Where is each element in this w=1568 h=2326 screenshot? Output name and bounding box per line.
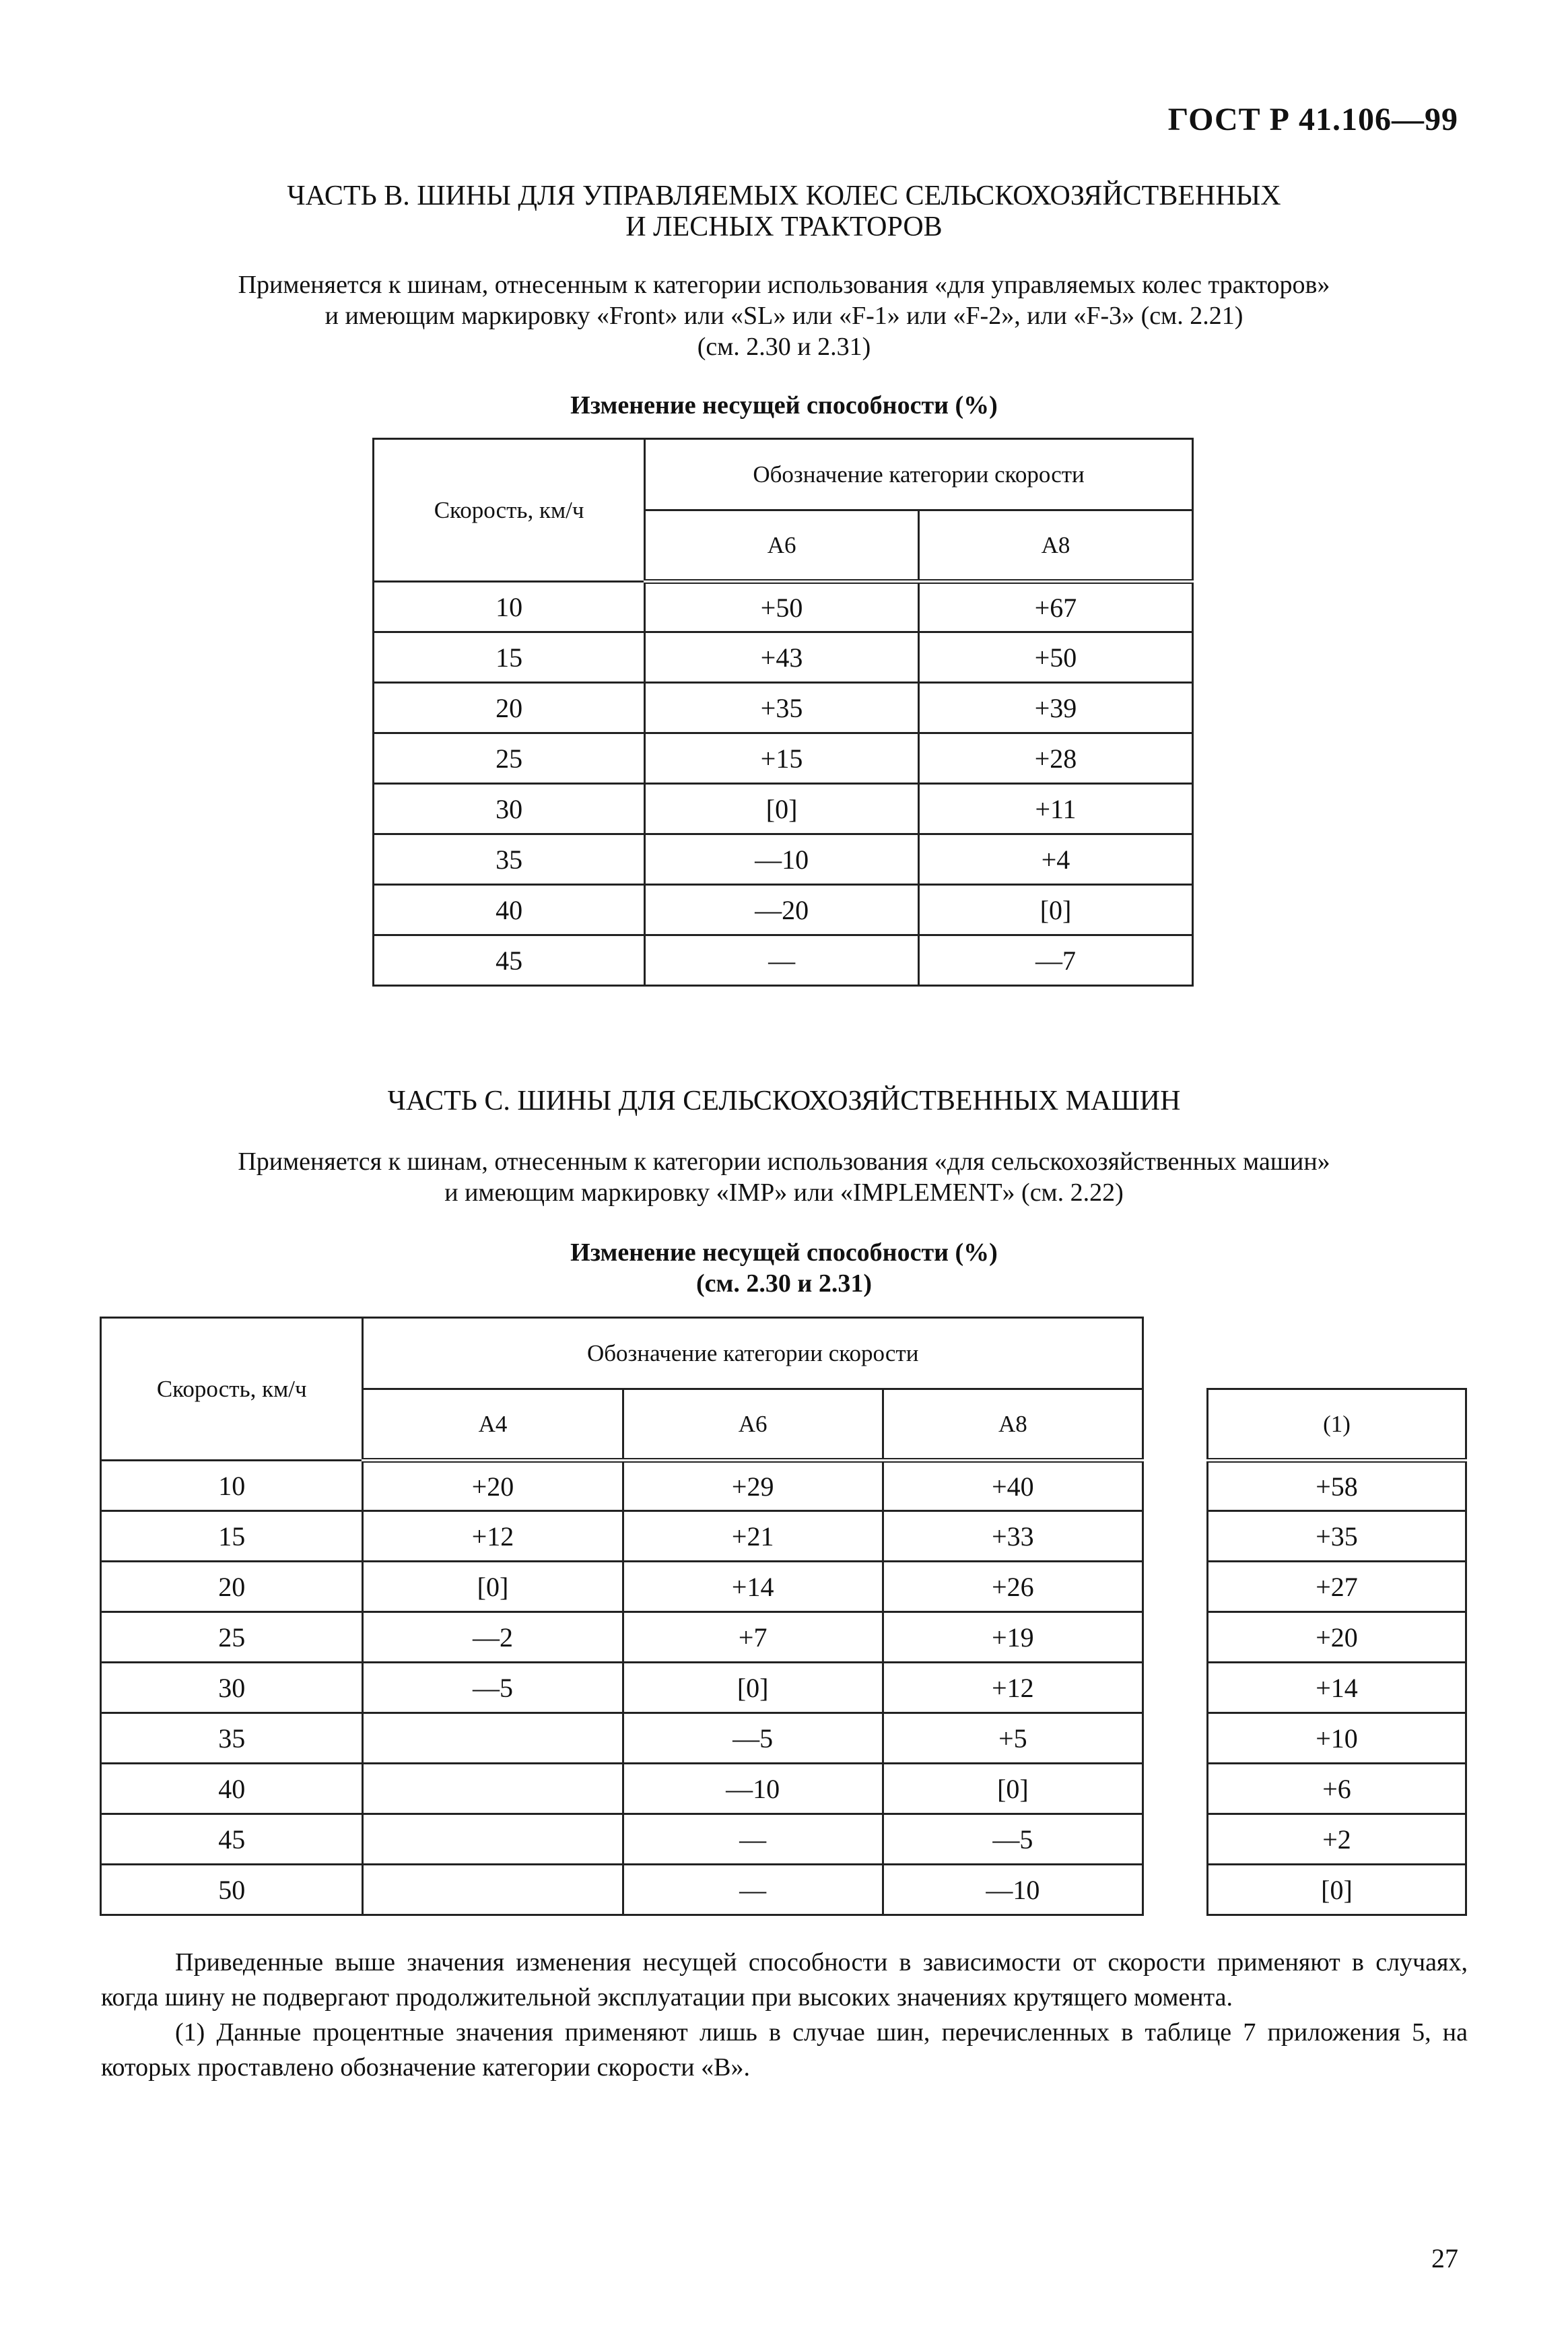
table-row [101,1562,1143,1612]
footnote-paragraph-2: (1) Данные процентные значения применяют лишь в случае шин, перечисленных в таблице 7 приложения 5, на которых проставлено обозначение категории скорости «В». [101,2018,1468,2082]
column-header-a6: А6 [623,1389,883,1461]
speed-cell: 30 [101,1663,363,1713]
value-cell: +35 [645,683,919,733]
value-cell: —5 [363,1663,623,1713]
value-cell: [0] [363,1562,623,1612]
value-cell: +58 [1208,1461,1466,1511]
part-c-title: ЧАСТЬ С. ШИНЫ ДЛЯ СЕЛЬСКОХОЗЯЙСТВЕННЫХ МАШИН [387,1086,1181,1117]
value-cell: —20 [645,885,919,935]
table-row [1208,1663,1466,1713]
speed-cell: 35 [374,834,645,885]
part-c-table-caption-line2: (см. 2.30 и 2.31) [696,1269,872,1298]
value-cell: +14 [1208,1663,1466,1713]
speed-cell: 10 [101,1461,363,1511]
value-cell: +4 [919,834,1193,885]
part-b-table [372,438,1194,987]
value-cell: +20 [363,1461,623,1511]
value-cell: +33 [883,1511,1143,1562]
value-cell: [0] [919,885,1193,935]
column-header-a6: А6 [645,510,919,582]
value-cell [363,1865,623,1915]
footnote [101,1945,1468,2085]
value-cell: +12 [883,1663,1143,1713]
part-c-table [100,1317,1144,1916]
part-b-table-caption: Изменение несущей способности (%) [570,391,998,420]
document-code: ГОСТ Р 41.106—99 [1167,102,1458,137]
value-cell [363,1764,623,1814]
page-number: 27 [1431,2243,1458,2273]
table-row [101,1612,1143,1663]
value-cell: +5 [883,1713,1143,1764]
table-row [101,1764,1143,1814]
value-cell: +7 [623,1612,883,1663]
value-cell: +50 [919,632,1193,683]
column-header-footnote-1: (1) [1208,1389,1466,1461]
table-row [1208,1814,1466,1865]
part-c-intro-line1: Применяется к шинам, отнесенным к категории использования «для сельскохозяйственных машин» [238,1148,1330,1176]
table-row [374,683,1193,733]
value-cell: — [623,1865,883,1915]
table-row [374,582,1193,632]
value-cell: +27 [1208,1562,1466,1612]
value-cell: +20 [1208,1612,1466,1663]
value-cell: —5 [883,1814,1143,1865]
value-cell: +10 [1208,1713,1466,1764]
speed-cell: 25 [374,733,645,784]
table-row [374,885,1193,935]
table-row [374,632,1193,683]
table-row [374,784,1193,834]
category-header: Обозначение категории скорости [645,439,1193,510]
table-row [101,1461,1143,1511]
value-cell: +67 [919,582,1193,632]
value-cell: +11 [919,784,1193,834]
value-cell: +26 [883,1562,1143,1612]
column-header-a8: А8 [883,1389,1143,1461]
table-row [101,1814,1143,1865]
speed-cell: 25 [101,1612,363,1663]
value-cell: —5 [623,1713,883,1764]
value-cell: [0] [623,1663,883,1713]
speed-header: Скорость, км/ч [101,1318,363,1461]
speed-cell: 20 [374,683,645,733]
value-cell: +50 [645,582,919,632]
value-cell: [0] [645,784,919,834]
part-b-title-line2: И ЛЕСНЫХ ТРАКТОРОВ [625,211,943,242]
value-cell: +35 [1208,1511,1466,1562]
table-row [1208,1562,1466,1612]
table-row [1208,1764,1466,1814]
speed-cell: 15 [374,632,645,683]
part-b-intro-line1: Применяется к шинам, отнесенным к категории использования «для управляемых колес тракторов» [238,271,1330,299]
speed-cell: 20 [101,1562,363,1612]
part-c-table-caption-line1: Изменение несущей способности (%) [570,1238,998,1267]
value-cell: [0] [883,1764,1143,1814]
part-b-title-line1: ЧАСТЬ В. ШИНЫ ДЛЯ УПРАВЛЯЕМЫХ КОЛЕС СЕЛЬСКОХОЗЯЙСТВЕННЫХ [287,180,1281,211]
table-row [1208,1713,1466,1764]
value-cell: —10 [883,1865,1143,1915]
table-row [101,1511,1143,1562]
value-cell: +39 [919,683,1193,733]
table-row [1208,1511,1466,1562]
value-cell: +21 [623,1511,883,1562]
table-row [1208,1461,1466,1511]
part-b-intro-line3: (см. 2.30 и 2.31) [697,333,871,361]
table-row [101,1713,1143,1764]
speed-cell: 35 [101,1713,363,1764]
part-c-intro-line2: и имеющим маркировку «IMP» или «IMPLEMENT» (см. 2.22) [444,1178,1124,1207]
speed-cell: 45 [374,935,645,986]
value-cell: —10 [623,1764,883,1814]
value-cell: — [623,1814,883,1865]
table-row [101,1663,1143,1713]
speed-cell: 40 [101,1764,363,1814]
value-cell: +14 [623,1562,883,1612]
speed-cell: 40 [374,885,645,935]
speed-cell: 15 [101,1511,363,1562]
value-cell: +29 [623,1461,883,1511]
value-cell: +2 [1208,1814,1466,1865]
value-cell: —10 [645,834,919,885]
speed-cell: 30 [374,784,645,834]
value-cell: —2 [363,1612,623,1663]
footnote-paragraph-1: Приведенные выше значения изменения несущей способности в зависимости от скорости применяют в случаях, когда шину не подвергают продолжительной эксплуатации при высоких значениях крутящего момента. [101,1948,1468,2012]
table-row [1208,1865,1466,1915]
part-b-intro-line2: и имеющим маркировку «Front» или «SL» или «F-1» или «F-2», или «F-3» (см. 2.21) [325,302,1243,330]
table-row [101,1865,1143,1915]
value-cell: — [645,935,919,986]
value-cell: [0] [1208,1865,1466,1915]
value-cell: +6 [1208,1764,1466,1814]
value-cell: +12 [363,1511,623,1562]
category-header: Обозначение категории скорости [363,1318,1143,1389]
value-cell [363,1814,623,1865]
column-header-a8: А8 [919,510,1193,582]
value-cell: —7 [919,935,1193,986]
table-row [1208,1612,1466,1663]
value-cell: +40 [883,1461,1143,1511]
table-row [374,733,1193,784]
table-row [374,935,1193,986]
value-cell: +43 [645,632,919,683]
speed-cell: 10 [374,582,645,632]
part-c-extra-column [1206,1388,1467,1916]
value-cell: +15 [645,733,919,784]
value-cell: +19 [883,1612,1143,1663]
column-header-a4: А4 [363,1389,623,1461]
value-cell [363,1713,623,1764]
table-row [374,834,1193,885]
speed-cell: 45 [101,1814,363,1865]
speed-header: Скорость, км/ч [374,439,645,582]
speed-cell: 50 [101,1865,363,1915]
value-cell: +28 [919,733,1193,784]
